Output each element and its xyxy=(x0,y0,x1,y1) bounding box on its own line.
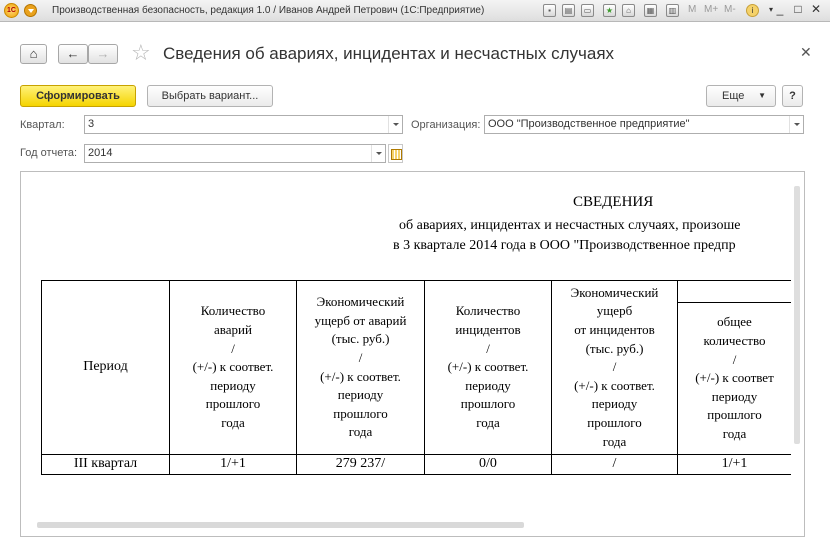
home-button[interactable] xyxy=(20,44,47,64)
window-title: Производственная безопасность, редакция 1.0 / Иванов Андрей Петрович (1С:Предприятие) xyxy=(52,5,485,16)
header-line: (+/-) к соответ. xyxy=(320,368,401,384)
header-line: количество xyxy=(703,333,766,349)
more-button[interactable] xyxy=(706,85,776,107)
year-field[interactable] xyxy=(84,144,386,163)
header-line: года xyxy=(602,433,627,449)
report-subtitle-2: в 3 квартале 2014 года в ООО "Производственное предпр xyxy=(393,238,736,253)
header-line: периоду xyxy=(591,396,638,412)
quarter-dropdown-icon[interactable] xyxy=(388,116,402,133)
header-line: года xyxy=(476,414,500,430)
header-accident-damage xyxy=(297,281,424,454)
organization-label: Организация: xyxy=(411,119,481,131)
header-incidents xyxy=(425,281,551,454)
header-line: / xyxy=(231,340,235,356)
header-line: прошлого xyxy=(707,407,762,423)
main-menu-icon[interactable] xyxy=(24,4,37,17)
chevron-down-icon: ▼ xyxy=(758,91,766,100)
header-line: от инцидентов xyxy=(574,322,655,338)
quarter-field[interactable] xyxy=(84,115,403,134)
header-line: (+/-) к соответ. xyxy=(192,359,274,375)
header-line: ущерб xyxy=(596,303,633,319)
close-window-icon[interactable]: ✕ xyxy=(810,2,822,16)
table-border-bottom xyxy=(41,474,791,475)
header-line: (тыс. руб.) xyxy=(331,331,390,347)
home-icon: ⌂ xyxy=(29,46,38,61)
header-line: Экономический xyxy=(570,284,659,300)
report-sheet xyxy=(21,172,791,520)
header-line: года xyxy=(221,414,245,430)
favorites-icon[interactable]: ★ xyxy=(603,4,616,17)
report-document[interactable] xyxy=(20,171,805,537)
page-title: Сведения об авариях, инцидентах и несчастных случаях xyxy=(163,44,615,63)
header-line: прошлого xyxy=(460,396,516,412)
calendar-icon[interactable]: ▦ xyxy=(644,4,657,17)
memory-add[interactable]: M+ xyxy=(704,4,719,15)
organization-field[interactable] xyxy=(484,115,804,134)
header-line: (тыс. руб.) xyxy=(585,340,644,356)
header-accidents xyxy=(170,281,296,454)
organization-dropdown-icon[interactable] xyxy=(789,116,803,133)
close-icon[interactable]: ✕ xyxy=(800,44,812,60)
save-icon[interactable]: ▪ xyxy=(543,4,556,17)
header-line: года xyxy=(348,424,373,440)
year-label: Год отчета: xyxy=(20,147,78,159)
header-line: периоду xyxy=(210,377,256,393)
header-line: / xyxy=(732,351,737,367)
star-icon[interactable]: ☆ xyxy=(131,40,151,65)
header-line: (+/-) к соответ. xyxy=(447,359,529,375)
cell-accidents: 1/+1 xyxy=(220,456,246,472)
link-icon[interactable]: ⌂ xyxy=(622,4,635,17)
header-line: инцидентов xyxy=(455,322,521,338)
choose-variant-button[interactable]: Выбрать вариант... xyxy=(147,85,273,107)
arrow-left-icon: ← xyxy=(66,46,80,61)
header-line: Количество xyxy=(200,303,266,319)
header-line: периоду xyxy=(711,388,758,404)
memory-store[interactable]: M xyxy=(688,4,697,15)
header-total xyxy=(678,303,791,454)
cell-incident-damage: / xyxy=(612,456,617,472)
minimize-icon[interactable]: _ xyxy=(776,2,784,16)
header-line: периоду xyxy=(465,377,511,393)
year-value: 2014 xyxy=(88,147,113,159)
vertical-scrollbar[interactable] xyxy=(794,186,800,444)
app-logo-icon: 1С xyxy=(4,3,19,18)
header-line: года xyxy=(722,425,747,441)
cell-accident-damage: 279 237/ xyxy=(335,456,386,472)
report-title: СВЕДЕНИЯ xyxy=(573,194,654,210)
organization-value: ООО "Производственное предприятие" xyxy=(488,118,690,130)
header-line: / xyxy=(358,349,363,365)
header-line: общее xyxy=(717,314,752,330)
title-bar xyxy=(0,0,830,22)
year-dropdown-icon[interactable] xyxy=(371,145,385,162)
header-line: прошлого xyxy=(333,405,388,421)
header-line: ущерб от аварий xyxy=(314,312,407,328)
calculator-icon[interactable]: ▥ xyxy=(666,4,679,17)
header-line: (+/-) к соответ xyxy=(695,370,774,386)
maximize-icon[interactable]: □ xyxy=(794,2,802,16)
header-incident-damage xyxy=(552,281,677,454)
preview-icon[interactable]: ▭ xyxy=(581,4,594,17)
help-button[interactable]: ? xyxy=(782,85,803,107)
header-line: периоду xyxy=(337,387,384,403)
info-dropdown-icon[interactable]: ▾ xyxy=(768,5,773,14)
arrow-right-icon: → xyxy=(96,46,110,61)
header-line: прошлого xyxy=(587,414,642,430)
memory-subtract[interactable]: M- xyxy=(724,4,736,15)
header-line: Экономический xyxy=(316,294,405,310)
generate-button[interactable]: Сформировать xyxy=(20,85,136,107)
header-line: аварий xyxy=(214,322,252,338)
header-period: Период xyxy=(83,359,128,375)
info-icon[interactable]: i xyxy=(746,4,759,17)
header-line: / xyxy=(612,359,617,375)
report-subtitle-1: об авариях, инцидентах и несчастных случаях, произоше xyxy=(399,218,741,233)
horizontal-scrollbar[interactable] xyxy=(37,522,524,528)
header-line: / xyxy=(486,340,490,356)
cell-total: 1/+1 xyxy=(721,456,748,472)
cell-incidents: 0/0 xyxy=(479,456,497,472)
header-line: прошлого xyxy=(205,396,261,412)
year-calendar-icon[interactable] xyxy=(388,144,403,163)
quarter-label: Квартал: xyxy=(20,119,65,131)
forward-button[interactable] xyxy=(88,44,118,64)
cell-period: III квартал xyxy=(73,456,138,472)
header-line: (+/-) к соответ. xyxy=(574,377,655,393)
print-icon[interactable]: ▤ xyxy=(562,4,575,17)
back-button[interactable] xyxy=(58,44,88,64)
quarter-value: 3 xyxy=(88,118,95,130)
more-label: Еще xyxy=(722,90,745,102)
header-line: Количество xyxy=(455,303,521,319)
